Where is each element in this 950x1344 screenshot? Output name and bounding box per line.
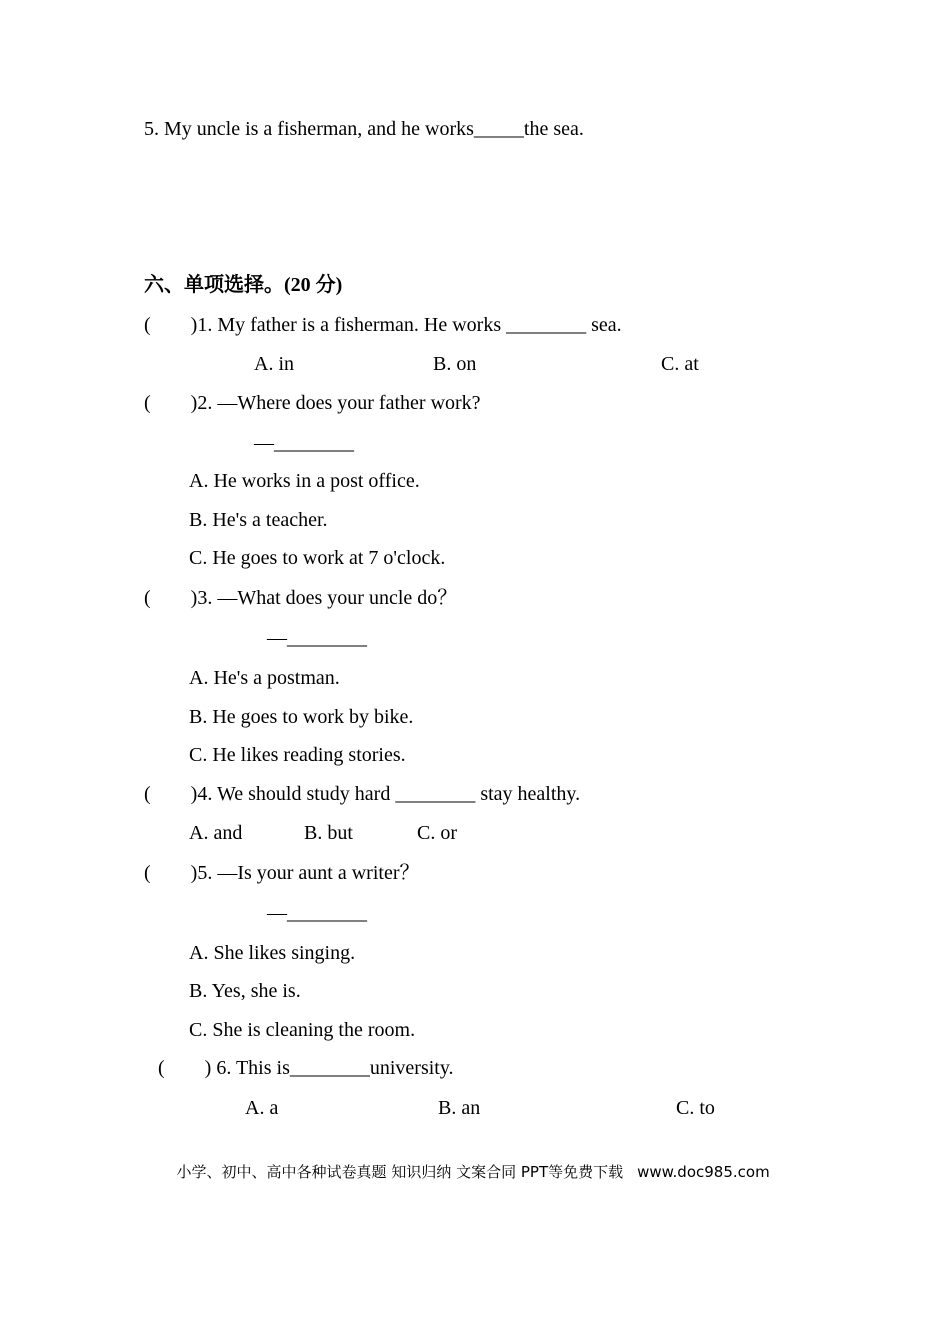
question-5-option-c: C. She is cleaning the room. [189,1019,416,1041]
question-2-option-c: C. He goes to work at 7 o'clock. [189,547,446,569]
question-6-option-a: A. a [245,1097,279,1119]
question-5-answer-line: —________ [267,902,367,924]
question-3-stem: ( )3. —What does your uncle do？ [144,587,458,609]
prev-item: 5. My uncle is a fisherman, and he works_____the sea. [144,118,584,140]
question-5-option-b: B. Yes, she is. [189,980,301,1002]
question-2-option-b: B. He's a teacher. [189,509,328,531]
question-1-option-b: B. on [433,353,477,375]
question-3-option-a: A. He's a postman. [189,667,340,689]
footer-url[interactable]: www.doc985.com [637,1163,770,1181]
question-3-option-c: C. He likes reading stories. [189,744,406,766]
question-1-stem: ( )1. My father is a fisherman. He works ________ sea. [144,314,622,336]
footer-text: 小学、初中、高中各种试卷真题 知识归纳 文案合同 PPT等免费下载 [176,1163,624,1181]
question-2-answer-line: —________ [254,432,354,454]
question-2-option-a: A. He works in a post office. [189,470,420,492]
page-footer [167,1139,770,1183]
question-4-option-b: B. but [304,822,353,844]
question-6-option-b: B. an [438,1097,481,1119]
question-4-option-c: C. or [417,822,457,844]
section-title: 六、单项选择。(20 分) [144,274,343,296]
question-5-option-a: A. She likes singing. [189,942,356,964]
question-3-answer-line: —________ [267,627,367,649]
question-3-option-b: B. He goes to work by bike. [189,706,414,728]
question-6-stem: ( ) 6. This is________university. [158,1057,454,1079]
question-4-option-a: A. and [189,822,243,844]
question-1-option-c: C. at [661,353,699,375]
question-5-stem: ( )5. —Is your aunt a writer？ [144,862,420,884]
question-1-option-a: A. in [254,353,294,375]
question-2-stem: ( )2. —Where does your father work? [144,392,481,414]
question-6-option-c: C. to [676,1097,715,1119]
question-4-stem: ( )4. We should study hard ________ stay healthy. [144,783,581,805]
